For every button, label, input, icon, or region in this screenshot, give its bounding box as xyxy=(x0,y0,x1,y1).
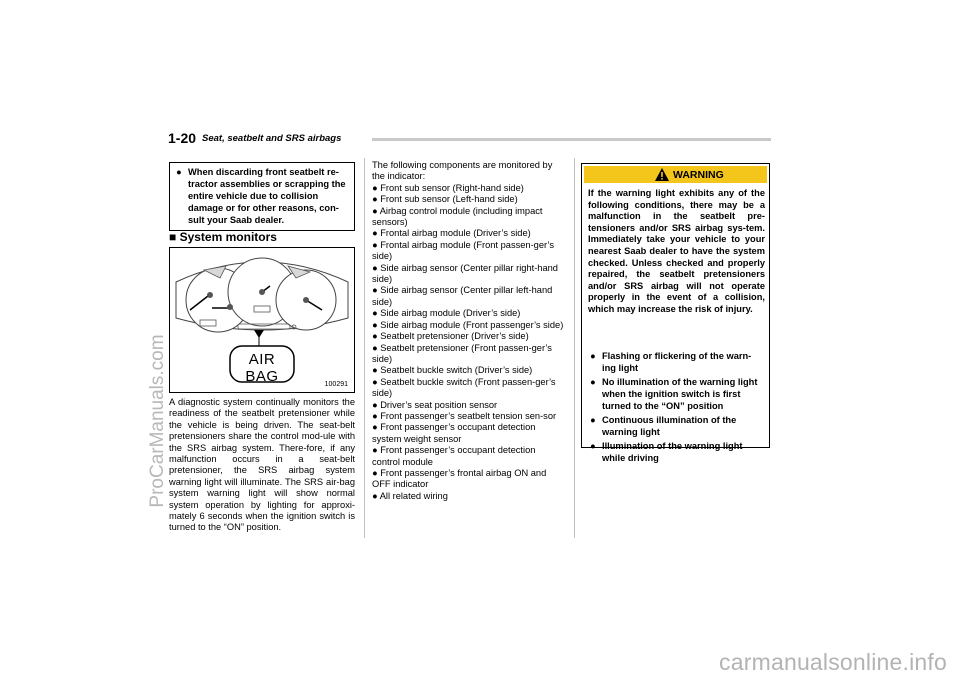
list-item: ● Driver’s seat position sensor xyxy=(372,399,498,410)
section-title: Seat, seatbelt and SRS airbags xyxy=(202,133,342,144)
list-item: ● No illumination of the warning light when the ignition switch is first turned to the “ON” position xyxy=(590,377,758,411)
section-heading: ■ System monitors xyxy=(169,230,277,244)
airbag-callout-label: AIR BAG xyxy=(245,351,279,385)
side-watermark-text: ProCarManuals.com xyxy=(147,334,168,508)
column-divider xyxy=(574,158,575,538)
list-item: ● Seatbelt buckle switch (Front passen-ger’s side) xyxy=(372,376,556,399)
list-item: ● Front passenger’s occupant detection control module xyxy=(372,445,536,467)
warning-box xyxy=(581,163,770,463)
bullet-icon: ● xyxy=(590,351,596,361)
bullet-icon: ● xyxy=(176,167,182,177)
list-item: ● Front passenger’s frontal airbag ON and OFF indicator xyxy=(372,467,547,490)
list-item: ● Side airbag module (Driver’s side) xyxy=(372,308,521,319)
components-intro: The following components are monitored by the indicator: xyxy=(372,160,553,182)
note-item xyxy=(174,166,350,226)
warning-body: If the warning light exhibits any of the following conditions, there may be a malfunction in the seatbelt pre-tensioners and/or SRS airbag sys-tem. Immediately take your vehicle to your nearest Saab dealer to have the system checked. Unless checked and properly repaired, the seatbelt pretensioners and/or SRS airbag will not operate properly in the event of a collision, which may increase the risk of injury. xyxy=(588,188,765,314)
list-item: ● Seatbelt pretensioner (Driver’s side) xyxy=(372,331,529,342)
column-divider xyxy=(364,158,365,538)
page-header xyxy=(168,128,771,148)
list-item: ● Flashing or flickering of the warn-ing light xyxy=(590,351,752,373)
list-item: ● Seatbelt pretensioner (Front passen-ger’s side) xyxy=(372,342,552,364)
bullet-icon: ● xyxy=(590,441,596,451)
list-item: ● All related wiring xyxy=(372,490,448,501)
discard-note-box xyxy=(169,162,355,231)
instrument-cluster-figure xyxy=(169,247,355,393)
warning-title: WARNING xyxy=(673,169,724,181)
note-text: When discarding front seatbelt re-tractor assemblies or scrapping the entire vehicle due to collision damage or for other reasons, con-sult your Saab dealer. xyxy=(188,167,346,225)
list-item: ● Frontal airbag module (Front passen-ger’s side) xyxy=(372,239,555,262)
list-item: ● Seatbelt buckle switch (Driver’s side) xyxy=(372,365,533,376)
warning-conditions-list xyxy=(588,350,765,466)
bullet-icon: ● xyxy=(590,377,596,387)
list-item: ● Front passenger’s occupant detection system weight sensor xyxy=(372,422,536,444)
header-rule xyxy=(372,138,771,141)
list-item: ● Side airbag sensor (Center pillar left-hand side) xyxy=(372,285,553,307)
warning-triangle-icon xyxy=(654,167,670,182)
list-item: ● Front sub sensor (Right-hand side) xyxy=(372,182,524,193)
page-number: 1-20 xyxy=(168,130,197,146)
list-item: ● Illumination of the warning light while driving xyxy=(590,441,743,463)
footer-watermark: carmanualsonline.info xyxy=(719,649,947,675)
list-item: ● Frontal airbag module (Driver’s side) xyxy=(372,228,531,239)
list-item: ● Side airbag module (Front passenger’s side) xyxy=(372,319,564,330)
list-item: ● Side airbag sensor (Center pillar right-hand side) xyxy=(372,262,558,285)
list-item: ● Continuous illumination of the warning light xyxy=(590,415,737,437)
list-item: ● Airbag control module (including impact sensors) xyxy=(372,205,543,228)
list-item: ● Front sub sensor (Left-hand side) xyxy=(372,194,518,205)
side-watermark xyxy=(144,210,168,630)
list-item: ● Front passenger’s seatbelt tension sen-sor xyxy=(372,410,557,421)
warning-header-bar xyxy=(584,166,767,183)
figure-id: 100291 xyxy=(324,381,348,388)
bullet-icon: ● xyxy=(590,415,596,425)
components-list xyxy=(372,160,564,502)
diagnostic-description: A diagnostic system continually monitors the readiness of the seatbelt pretensioner while the vehicle is being driven. The seat-belt pretensioners share the control mod-ule with the SRS airbag system. There-fore, if any malfunction occurs in a seat-belt pretensioner, the SRS airbag system warning light will illuminate. The SRS air-bag system warning light will show normal system operation by lighting for approxi-mately 6 seconds when the ignition switch is turned to the “ON” position. xyxy=(169,397,355,533)
